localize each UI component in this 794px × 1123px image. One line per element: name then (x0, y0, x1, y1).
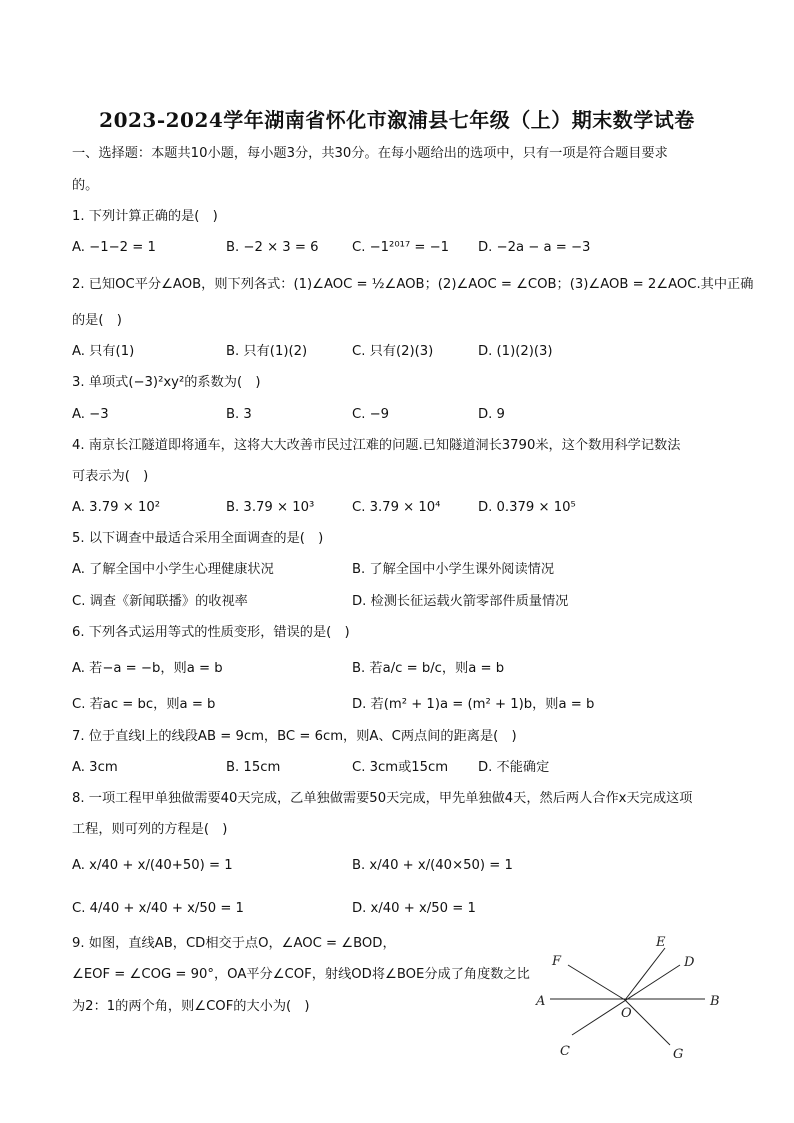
question-3-stem: 3. 单项式(−3)²xy²的系数为( ) (72, 375, 261, 390)
label-f: F (552, 954, 562, 969)
question-5-stem: 5. 以下调查中最适合采用全面调查的是( ) (72, 531, 324, 546)
q5-option-c[interactable]: C. 调查《新闻联播》的收视率 (72, 594, 248, 609)
question-8-stem-cont: 工程，则可列的方程是( ) (72, 822, 228, 837)
q3-option-d[interactable]: D. 9 (478, 407, 505, 422)
q8-option-a[interactable]: A. x/40 + x/(40+50) = 1 (72, 858, 233, 873)
q9-figure (530, 930, 730, 1065)
q5-option-d[interactable]: D. 检测长征运载火箭零部件质量情况 (352, 594, 569, 609)
ray-of (568, 965, 625, 1000)
q7-option-d[interactable]: D. 不能确定 (478, 760, 550, 775)
q2-option-d[interactable]: D. (1)(2)(3) (478, 344, 553, 359)
ray-oe (625, 948, 665, 1000)
ray-og (625, 1000, 670, 1045)
q8-option-b[interactable]: B. x/40 + x/(40×50) = 1 (352, 858, 513, 873)
label-g: G (673, 1047, 684, 1062)
q4-option-c[interactable]: C. 3.79 × 10⁴ (352, 500, 441, 515)
q1-option-c[interactable]: C. −1²⁰¹⁷ = −1 (352, 240, 450, 255)
exam-title: 2023-2024学年湖南省怀化市溆浦县七年级（上）期末数学试卷 (99, 108, 695, 132)
question-6-stem: 6. 下列各式运用等式的性质变形，错误的是( ) (72, 625, 350, 640)
q8-option-d[interactable]: D. x/40 + x/50 = 1 (352, 901, 476, 916)
question-4-stem: 4. 南京长江隧道即将通车，这将大大改善市民过江难的问题.已知隧道洞长3790米，这个数用科学记数法 (72, 438, 681, 453)
q5-option-a[interactable]: A. 了解全国中小学生心理健康状况 (72, 562, 274, 577)
q4-option-b[interactable]: B. 3.79 × 10³ (226, 500, 315, 515)
q6-option-a[interactable]: A. 若−a = −b，则a = b (72, 661, 223, 676)
q1-option-b[interactable]: B. −2 × 3 = 6 (226, 240, 319, 255)
q1-option-a[interactable]: A. −1−2 = 1 (72, 240, 156, 255)
q7-option-c[interactable]: C. 3cm或15cm (352, 760, 449, 775)
question-2-stem: 2. 已知OC平分∠AOB，则下列各式：(1)∠AOC = ½∠AOB；(2)∠AOC = ∠COB；(3)∠AOB = 2∠AOC.其中正确 (72, 277, 754, 292)
q1-option-d[interactable]: D. −2a − a = −3 (478, 240, 591, 255)
q4-option-a[interactable]: A. 3.79 × 10² (72, 500, 161, 515)
q6-option-c[interactable]: C. 若ac = bc，则a = b (72, 697, 216, 712)
question-8-stem: 8. 一项工程甲单独做需要40天完成，乙单独做需要50天完成，甲先单独做4天，然后两人合作x天完成这项 (72, 791, 693, 806)
question-4-stem-cont: 可表示为( ) (72, 469, 149, 484)
q3-option-b[interactable]: B. 3 (226, 407, 252, 422)
section-heading: 一、选择题：本题共10小题，每小题3分，共30分。在每小题给出的选项中，只有一项是符合题目要求 (72, 146, 668, 161)
q2-option-a[interactable]: A. 只有(1) (72, 344, 135, 359)
label-c: C (560, 1044, 570, 1059)
label-e: E (656, 935, 666, 950)
q4-option-d[interactable]: D. 0.379 × 10⁵ (478, 500, 576, 515)
q7-option-a[interactable]: A. 3cm (72, 760, 118, 775)
q6-option-d[interactable]: D. 若(m² + 1)a = (m² + 1)b，则a = b (352, 697, 595, 712)
label-a: A (536, 994, 546, 1009)
section-heading-cont: 的。 (72, 178, 99, 193)
label-o: O (621, 1006, 632, 1021)
q7-option-b[interactable]: B. 15cm (226, 760, 281, 775)
q2-option-c[interactable]: C. 只有(2)(3) (352, 344, 434, 359)
q2-option-b[interactable]: B. 只有(1)(2) (226, 344, 308, 359)
question-9-stem-cont2: 为2：1的两个角，则∠COF的大小为( ) (72, 999, 310, 1014)
q3-option-c[interactable]: C. −9 (352, 407, 390, 422)
q6-option-b[interactable]: B. 若a/c = b/c，则a = b (352, 661, 505, 676)
label-d: D (684, 955, 695, 970)
question-2-stem-cont: 的是( ) (72, 313, 122, 328)
label-b: B (710, 994, 720, 1009)
question-7-stem: 7. 位于直线l上的线段AB = 9cm，BC = 6cm，则A、C两点间的距离是( ) (72, 729, 517, 744)
q3-option-a[interactable]: A. −3 (72, 407, 109, 422)
q5-option-b[interactable]: B. 了解全国中小学生课外阅读情况 (352, 562, 555, 577)
question-9-stem: 9. 如图，直线AB，CD相交于点O，∠AOC = ∠BOD， (72, 936, 396, 951)
q8-option-c[interactable]: C. 4/40 + x/40 + x/50 = 1 (72, 901, 244, 916)
line-cd (572, 965, 680, 1035)
question-1-stem: 1. 下列计算正确的是( ) (72, 209, 218, 224)
question-9-stem-cont: ∠EOF = ∠COG = 90°，OA平分∠COF，射线OD将∠BOE分成了角度数之比 (72, 967, 530, 982)
